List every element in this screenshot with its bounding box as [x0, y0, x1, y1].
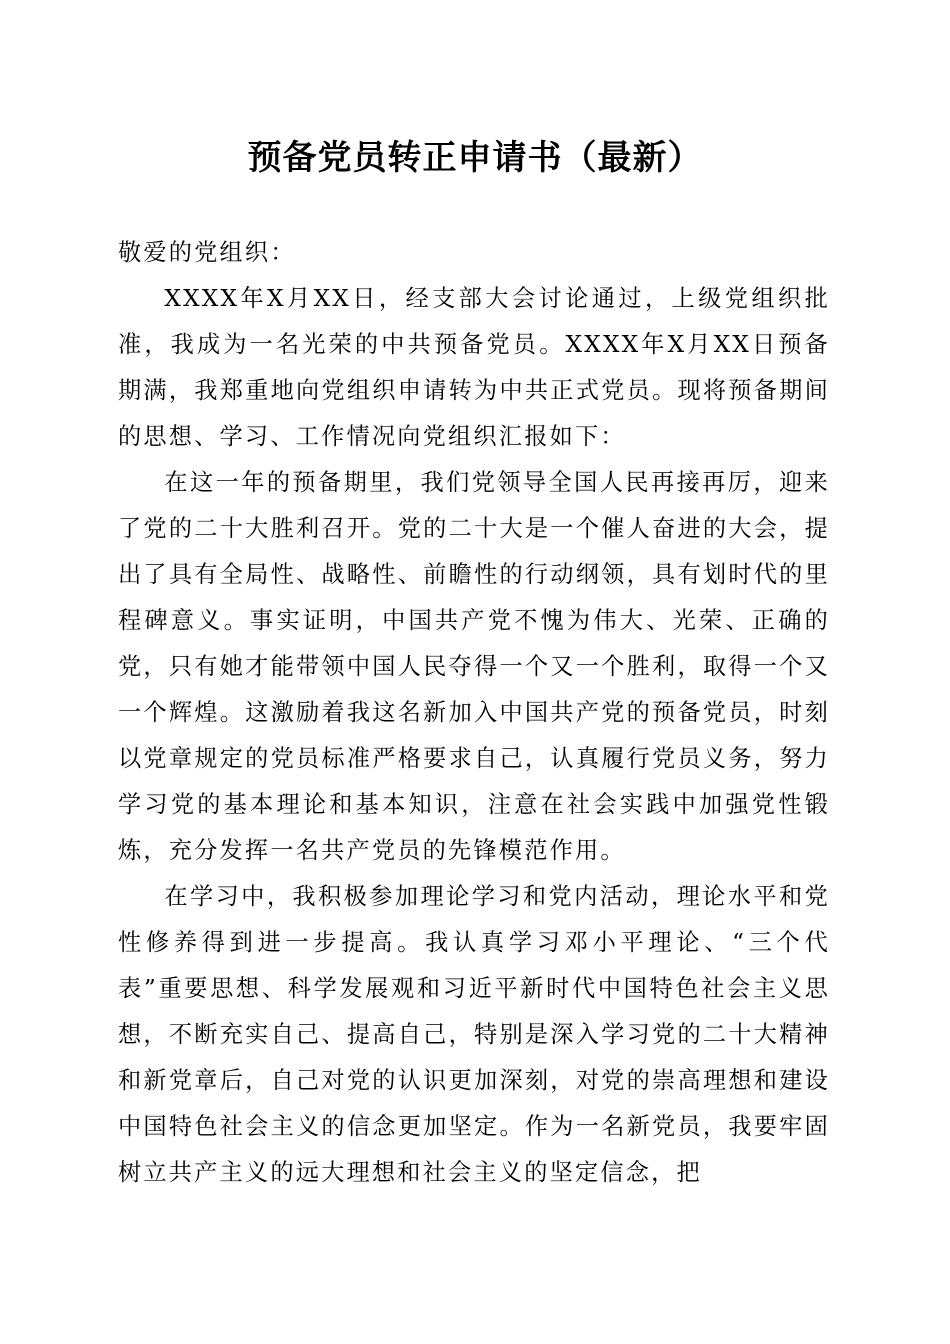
paragraph-2: 在这一年的预备期里，我们党领导全国人民再接再厉，迎来了党的二十大胜利召开。党的二十大是一个催人奋进的大会，提出了具有全局性、战略性、前瞻性的行动纲领，具有划时代的里程碑意义。事实证明，中国共产党不愧为伟大、光荣、正确的党，只有她才能带领中国人民夺得一个又一个胜利，取得一个又一个辉煌。这激励着我这名新加入中国共产党的预备党员，时刻以党章规定的党员标准严格要求自己，认真履行党员义务，努力学习党的基本理论和基本知识，注意在社会实践中加强党性锻炼，充分发挥一名共产党员的先锋模范作用。	[118, 469, 830, 864]
document-body	[118, 230, 830, 1196]
paragraph-3: 在学习中，我积极参加理论学习和党内活动，理论水平和党性修养得到进一步提高。我认真学习邓小平理论、“三个代表”重要思想、科学发展观和习近平新时代中国特色社会主义思想，不断充实自己、提高自己，特别是深入学习党的二十大精神和新党章后，自己对党的认识更加深刻，对党的崇高理想和建设中国特色社会主义的信念更加坚定。作为一名新党员，我要牢固树立共产主义的远大理想和社会主义的坚定信念，把	[118, 883, 830, 1186]
document-title: 预备党员转正申请书（最新）	[247, 138, 703, 178]
paragraph-1: XXXX年X月XX日，经支部大会讨论通过，上级党组织批准，我成为一名光荣的中共预备党员。XXXX年X月XX日预备期满，我郑重地向党组织申请转为中共正式党员。现将预备期间的思想、学习、工作情况向党组织汇报如下：	[118, 285, 830, 450]
salutation: 敬爱的党组织：	[118, 239, 296, 266]
